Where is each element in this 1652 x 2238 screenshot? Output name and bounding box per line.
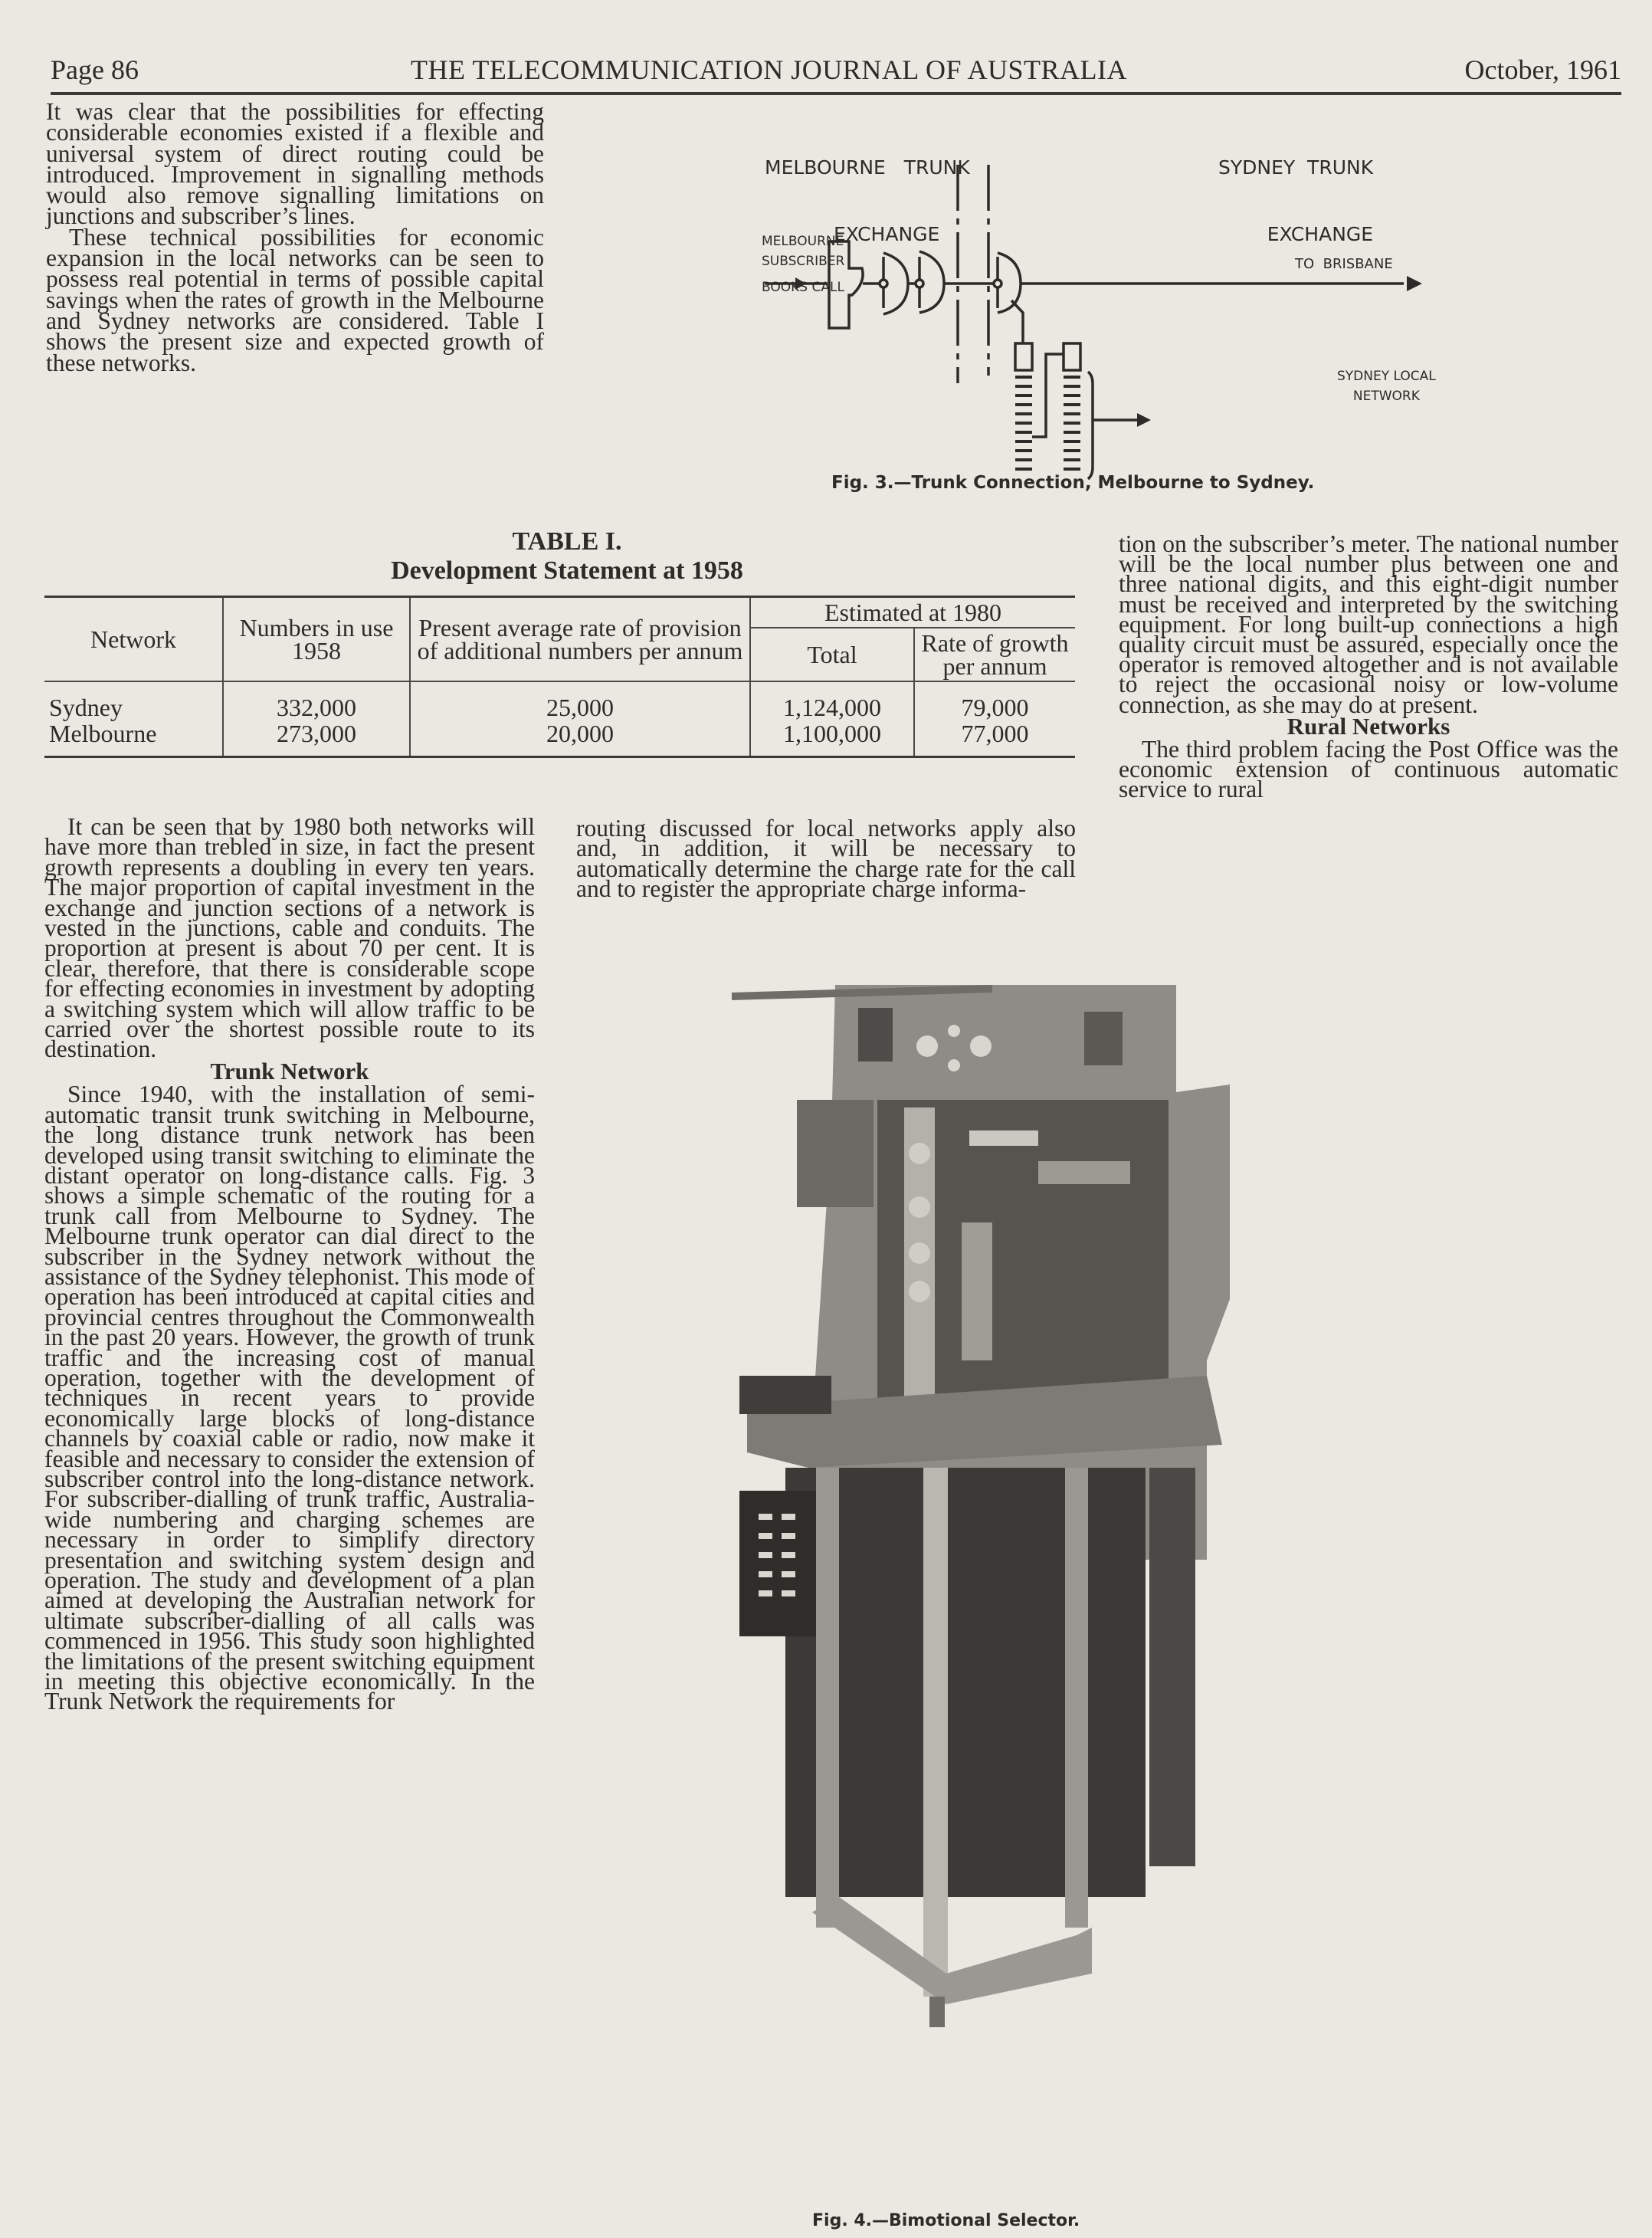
col-header-present-rate: Present average rate of provision of additional numbers per annum bbox=[410, 597, 750, 682]
cell-network: Sydney bbox=[49, 694, 123, 721]
paragraph: It was clear that the possibilities for effecting considerable economies existed if a flexible and universal system of direct routing could be introduced. Improvement in signalling methods would also remove signalling limitations on junctions and subscriber’s lines. bbox=[46, 98, 544, 230]
paragraph: It can be seen that by 1980 both networks will have more than trebled in size, in fact the present growth represents a doubling in every ten years. The major proportion of capital investment in the exchange and junction sections of a network is vested in the junctions, cable and conduits. The proportion at present is about 70 per cent. It is clear, therefore, that there is considerable scope for effecting economies in investment by adopting a switching system which will allow traffic to be carried over the shortest possible route to its destination. bbox=[44, 813, 535, 1063]
running-header bbox=[51, 51, 1621, 95]
paragraph: These technical possibilities for economic expansion in the local networks can be seen to possess real potential in terms of possible capital savings when the rates of growth in the Melbourne and Sydney networks are considered. Table I shows the present size and expected growth of these networks. bbox=[46, 223, 544, 376]
paragraph: The third problem facing the Post Office was the economic extension of continuous automatic service to rural bbox=[1119, 736, 1618, 803]
to-brisbane-label: TO BRISBANE bbox=[1295, 256, 1393, 272]
figure-3-caption: Fig. 3.—Trunk Connection, Melbourne to Sydney. bbox=[831, 473, 1315, 493]
cell-numbers-1958: 332,000 bbox=[223, 681, 410, 720]
right-column bbox=[1119, 530, 1618, 803]
cell-growth-1980: 77,000 bbox=[914, 720, 1075, 757]
left-column-top bbox=[46, 98, 544, 376]
table-row bbox=[44, 720, 1075, 757]
paragraph: routing discussed for local networks apply also and, in addition, it will be necessary to automatically determine the charge rate for the call and to register the appropriate charge informa- bbox=[576, 815, 1076, 903]
cell-growth-1980: 79,000 bbox=[914, 681, 1075, 720]
page-number: Page 86 bbox=[51, 54, 139, 85]
table-row bbox=[44, 681, 1075, 720]
label-line: EXCHANGE bbox=[834, 223, 940, 245]
label-line: MELBOURNE bbox=[762, 234, 844, 249]
col-header-estimated: Estimated at 1980 bbox=[750, 597, 1075, 628]
cell-numbers-1958: 273,000 bbox=[223, 720, 410, 757]
cell-network: Melbourne bbox=[49, 720, 157, 747]
journal-title: THE TELECOMMUNICATION JOURNAL OF AUSTRALIA bbox=[411, 54, 1127, 85]
cell-present-rate: 25,000 bbox=[410, 681, 750, 720]
paragraph: tion on the subscriber’s meter. The national number will be the local number plus between one and three national digits, and this eight-digit number must be received and interpreted by the switching equipment. For long built-up connections a high quality circuit must be assured, especially once the operator is removed altogether and is not available to reject the occasional noisy or low-volume connection, as she may do at present. bbox=[1119, 530, 1618, 718]
table-title: TABLE I. bbox=[512, 527, 622, 556]
paragraph: Since 1940, with the installation of semi-automatic transit trunk switching in Melbourne, the long distance trunk network has been developed using transit switching to eliminate the distant operator on long-distance calls. Fig. 3 shows a simple schematic of the routing for a trunk call from Melbourne to Sydney. The Melbourne trunk operator can dial direct to the subscriber in the Sydney network without the assistance of the Sydney telephonist. This mode of operation has been introduced at capital cities and provincial centres throughout the Commonwealth in the past 20 years. However, the growth of trunk traffic and the increasing cost of manual operation, together with the development of techniques in recent years to provide economically large blocks of long-distance channels by coaxial cable or radio, now make it feasible and necessary to consider the extension of subscriber control into the long-distance network. For subscriber-dialling of trunk traffic, Australia-wide numbering and charging schemes are necessary in order to simplify directory presentation and switching system design and operation. The study and development of a plan aimed at developing the Australian network for ultimate subscriber-dialling of all calls was commenced in 1956. This study soon highlighted the limitations of the present switching equipment in meeting this objective economically. In the Trunk Network the requirements for bbox=[44, 1081, 535, 1715]
selector-photo-image bbox=[716, 977, 1437, 2169]
table-subtitle: Development Statement at 1958 bbox=[391, 556, 743, 585]
section-heading-rural-networks: Rural Networks bbox=[1287, 712, 1450, 740]
col-header-network: Network bbox=[44, 597, 223, 682]
label-line: NETWORK bbox=[1352, 389, 1420, 404]
col-header-rate-of-growth: Rate of growth per annum bbox=[914, 628, 1075, 681]
left-column-bottom bbox=[44, 813, 535, 1715]
col-header-numbers-in-use: Numbers in use 1958 bbox=[223, 597, 410, 682]
sydney-local-network-label bbox=[1337, 366, 1436, 406]
cell-present-rate: 20,000 bbox=[410, 720, 750, 757]
label-line: SUBSCRIBER bbox=[762, 254, 845, 269]
issue-date: October, 1961 bbox=[1464, 54, 1621, 85]
label-line: EXCHANGE bbox=[1267, 223, 1374, 245]
middle-column bbox=[576, 815, 1076, 903]
col-header-total: Total bbox=[750, 628, 914, 681]
figure-3-trunk-diagram bbox=[759, 107, 1448, 506]
figure-4-bimotional-selector-photo bbox=[716, 977, 1437, 2169]
subscriber-label bbox=[762, 231, 844, 297]
label-line: SYDNEY TRUNK bbox=[1218, 156, 1374, 179]
figure-4-caption: Fig. 4.—Bimotional Selector. bbox=[812, 2211, 1080, 2230]
cell-total-1980: 1,124,000 bbox=[750, 681, 914, 720]
cell-total-1980: 1,100,000 bbox=[750, 720, 914, 757]
label-line: BOOKS CALL bbox=[762, 280, 844, 295]
label-line: MELBOURNE TRUNK bbox=[765, 156, 970, 179]
section-heading-trunk-network: Trunk Network bbox=[210, 1057, 369, 1085]
development-table bbox=[44, 596, 1075, 758]
label-line: SYDNEY LOCAL bbox=[1337, 369, 1436, 384]
